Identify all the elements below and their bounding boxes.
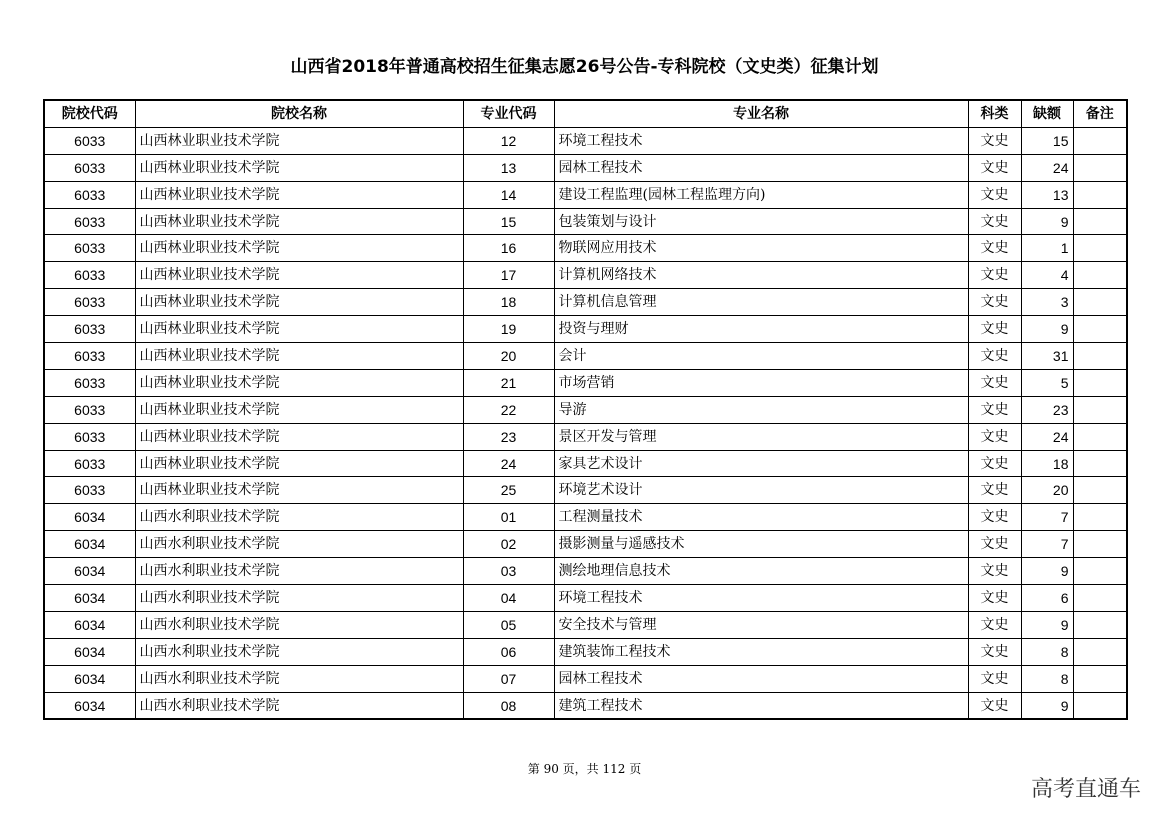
remark-cell — [1073, 692, 1127, 719]
remark-cell — [1073, 638, 1127, 665]
major-code-cell: 15 — [463, 208, 554, 235]
category-cell: 文史 — [968, 369, 1021, 396]
school-code-cell: 6033 — [44, 208, 135, 235]
school-name-cell: 山西林业职业技术学院 — [135, 316, 463, 343]
school-name-cell: 山西水利职业技术学院 — [135, 692, 463, 719]
school-code-cell: 6033 — [44, 423, 135, 450]
header-major-name: 专业名称 — [554, 100, 968, 127]
category-cell: 文史 — [968, 289, 1021, 316]
school-name-cell: 山西林业职业技术学院 — [135, 154, 463, 181]
vacancy-cell: 24 — [1021, 423, 1073, 450]
vacancy-cell: 9 — [1021, 611, 1073, 638]
category-cell: 文史 — [968, 262, 1021, 289]
category-cell: 文史 — [968, 127, 1021, 154]
major-code-cell: 02 — [463, 531, 554, 558]
school-code-cell: 6034 — [44, 692, 135, 719]
school-code-cell: 6033 — [44, 477, 135, 504]
vacancy-cell: 7 — [1021, 504, 1073, 531]
category-cell: 文史 — [968, 638, 1021, 665]
major-code-cell: 04 — [463, 585, 554, 612]
school-name-cell: 山西水利职业技术学院 — [135, 585, 463, 612]
major-code-cell: 12 — [463, 127, 554, 154]
table-row — [44, 343, 1127, 370]
major-name-cell: 工程测量技术 — [554, 504, 968, 531]
major-code-cell: 25 — [463, 477, 554, 504]
category-cell: 文史 — [968, 235, 1021, 262]
category-cell: 文史 — [968, 181, 1021, 208]
vacancy-cell: 15 — [1021, 127, 1073, 154]
school-name-cell: 山西水利职业技术学院 — [135, 531, 463, 558]
major-name-cell: 景区开发与管理 — [554, 423, 968, 450]
major-name-cell: 园林工程技术 — [554, 154, 968, 181]
table-row — [44, 450, 1127, 477]
major-code-cell: 14 — [463, 181, 554, 208]
remark-cell — [1073, 343, 1127, 370]
table-row — [44, 585, 1127, 612]
school-code-cell: 6033 — [44, 181, 135, 208]
major-name-cell: 会计 — [554, 343, 968, 370]
major-code-cell: 17 — [463, 262, 554, 289]
header-remark: 备注 — [1073, 100, 1127, 127]
major-code-cell: 23 — [463, 423, 554, 450]
school-code-cell: 6033 — [44, 369, 135, 396]
major-code-cell: 16 — [463, 235, 554, 262]
table-body — [44, 127, 1127, 719]
remark-cell — [1073, 611, 1127, 638]
table-row — [44, 396, 1127, 423]
vacancy-cell: 3 — [1021, 289, 1073, 316]
school-name-cell: 山西林业职业技术学院 — [135, 127, 463, 154]
major-name-cell: 包装策划与设计 — [554, 208, 968, 235]
school-code-cell: 6033 — [44, 316, 135, 343]
vacancy-cell: 7 — [1021, 531, 1073, 558]
remark-cell — [1073, 504, 1127, 531]
remark-cell — [1073, 289, 1127, 316]
remark-cell — [1073, 423, 1127, 450]
remark-cell — [1073, 585, 1127, 612]
school-name-cell: 山西林业职业技术学院 — [135, 208, 463, 235]
vacancy-cell: 4 — [1021, 262, 1073, 289]
school-name-cell: 山西水利职业技术学院 — [135, 665, 463, 692]
major-name-cell: 建筑工程技术 — [554, 692, 968, 719]
category-cell: 文史 — [968, 208, 1021, 235]
table-row — [44, 477, 1127, 504]
school-code-cell: 6034 — [44, 531, 135, 558]
major-code-cell: 03 — [463, 558, 554, 585]
vacancy-cell: 1 — [1021, 235, 1073, 262]
school-name-cell: 山西林业职业技术学院 — [135, 369, 463, 396]
school-code-cell: 6033 — [44, 450, 135, 477]
school-code-cell: 6033 — [44, 262, 135, 289]
major-name-cell: 计算机信息管理 — [554, 289, 968, 316]
page-number-footer: 第 90 页，共 112 页 — [527, 762, 642, 776]
vacancy-cell: 20 — [1021, 477, 1073, 504]
remark-cell — [1073, 396, 1127, 423]
vacancy-cell: 9 — [1021, 692, 1073, 719]
major-name-cell: 市场营销 — [554, 369, 968, 396]
vacancy-cell: 9 — [1021, 316, 1073, 343]
vacancy-cell: 8 — [1021, 665, 1073, 692]
header-vacancy: 缺额 — [1021, 100, 1073, 127]
major-code-cell: 19 — [463, 316, 554, 343]
major-name-cell: 导游 — [554, 396, 968, 423]
major-name-cell: 计算机网络技术 — [554, 262, 968, 289]
category-cell: 文史 — [968, 154, 1021, 181]
category-cell: 文史 — [968, 316, 1021, 343]
school-code-cell: 6033 — [44, 396, 135, 423]
remark-cell — [1073, 181, 1127, 208]
school-name-cell: 山西水利职业技术学院 — [135, 611, 463, 638]
category-cell: 文史 — [968, 477, 1021, 504]
header-school-name: 院校名称 — [135, 100, 463, 127]
major-code-cell: 13 — [463, 154, 554, 181]
table-row — [44, 611, 1127, 638]
school-name-cell: 山西水利职业技术学院 — [135, 638, 463, 665]
school-code-cell: 6034 — [44, 585, 135, 612]
school-code-cell: 6034 — [44, 611, 135, 638]
remark-cell — [1073, 369, 1127, 396]
major-code-cell: 05 — [463, 611, 554, 638]
table-row — [44, 531, 1127, 558]
major-code-cell: 20 — [463, 343, 554, 370]
category-cell: 文史 — [968, 504, 1021, 531]
header-school-code: 院校代码 — [44, 100, 135, 127]
school-name-cell: 山西林业职业技术学院 — [135, 450, 463, 477]
watermark-logo: 高考直通车 — [1030, 777, 1141, 802]
vacancy-cell: 18 — [1021, 450, 1073, 477]
table-row — [44, 558, 1127, 585]
vacancy-cell: 23 — [1021, 396, 1073, 423]
category-cell: 文史 — [968, 531, 1021, 558]
category-cell: 文史 — [968, 665, 1021, 692]
school-code-cell: 6034 — [44, 665, 135, 692]
school-name-cell: 山西林业职业技术学院 — [135, 396, 463, 423]
major-name-cell: 安全技术与管理 — [554, 611, 968, 638]
major-code-cell: 22 — [463, 396, 554, 423]
school-code-cell: 6033 — [44, 343, 135, 370]
table-row — [44, 665, 1127, 692]
category-cell: 文史 — [968, 692, 1021, 719]
table-row — [44, 504, 1127, 531]
school-name-cell: 山西林业职业技术学院 — [135, 235, 463, 262]
major-code-cell: 01 — [463, 504, 554, 531]
category-cell: 文史 — [968, 611, 1021, 638]
major-name-cell: 物联网应用技术 — [554, 235, 968, 262]
major-code-cell: 18 — [463, 289, 554, 316]
major-name-cell: 投资与理财 — [554, 316, 968, 343]
school-code-cell: 6034 — [44, 558, 135, 585]
table-row — [44, 262, 1127, 289]
table-row — [44, 181, 1127, 208]
school-code-cell: 6033 — [44, 127, 135, 154]
major-name-cell: 环境艺术设计 — [554, 477, 968, 504]
remark-cell — [1073, 262, 1127, 289]
table-row — [44, 316, 1127, 343]
school-code-cell: 6034 — [44, 638, 135, 665]
admission-plan-table — [43, 99, 1128, 720]
school-name-cell: 山西林业职业技术学院 — [135, 181, 463, 208]
school-name-cell: 山西林业职业技术学院 — [135, 289, 463, 316]
remark-cell — [1073, 665, 1127, 692]
major-name-cell: 测绘地理信息技术 — [554, 558, 968, 585]
page-title: 山西省2018年普通高校招生征集志愿26号公告-专科院校（文史类）征集计划 — [290, 57, 879, 77]
school-name-cell: 山西水利职业技术学院 — [135, 558, 463, 585]
vacancy-cell: 31 — [1021, 343, 1073, 370]
school-code-cell: 6033 — [44, 235, 135, 262]
major-code-cell: 08 — [463, 692, 554, 719]
major-name-cell: 环境工程技术 — [554, 585, 968, 612]
school-name-cell: 山西林业职业技术学院 — [135, 423, 463, 450]
category-cell: 文史 — [968, 450, 1021, 477]
category-cell: 文史 — [968, 343, 1021, 370]
major-code-cell: 06 — [463, 638, 554, 665]
remark-cell — [1073, 154, 1127, 181]
school-code-cell: 6034 — [44, 504, 135, 531]
category-cell: 文史 — [968, 558, 1021, 585]
major-name-cell: 环境工程技术 — [554, 127, 968, 154]
table-row — [44, 423, 1127, 450]
school-name-cell: 山西水利职业技术学院 — [135, 504, 463, 531]
school-name-cell: 山西林业职业技术学院 — [135, 262, 463, 289]
table-header-row — [44, 100, 1127, 127]
table-row — [44, 208, 1127, 235]
table-row — [44, 289, 1127, 316]
table-row — [44, 369, 1127, 396]
remark-cell — [1073, 531, 1127, 558]
school-name-cell: 山西林业职业技术学院 — [135, 343, 463, 370]
vacancy-cell: 8 — [1021, 638, 1073, 665]
major-name-cell: 家具艺术设计 — [554, 450, 968, 477]
header-category: 科类 — [968, 100, 1021, 127]
vacancy-cell: 9 — [1021, 208, 1073, 235]
table-row — [44, 692, 1127, 719]
remark-cell — [1073, 316, 1127, 343]
major-name-cell: 园林工程技术 — [554, 665, 968, 692]
major-name-cell: 建设工程监理(园林工程监理方向) — [554, 181, 968, 208]
school-code-cell: 6033 — [44, 154, 135, 181]
major-code-cell: 21 — [463, 369, 554, 396]
vacancy-cell: 6 — [1021, 585, 1073, 612]
major-code-cell: 24 — [463, 450, 554, 477]
category-cell: 文史 — [968, 585, 1021, 612]
major-name-cell: 摄影测量与遥感技术 — [554, 531, 968, 558]
table-row — [44, 127, 1127, 154]
remark-cell — [1073, 450, 1127, 477]
vacancy-cell: 9 — [1021, 558, 1073, 585]
table-row — [44, 154, 1127, 181]
major-code-cell: 07 — [463, 665, 554, 692]
remark-cell — [1073, 208, 1127, 235]
school-code-cell: 6033 — [44, 289, 135, 316]
remark-cell — [1073, 235, 1127, 262]
remark-cell — [1073, 558, 1127, 585]
school-name-cell: 山西林业职业技术学院 — [135, 477, 463, 504]
remark-cell — [1073, 127, 1127, 154]
vacancy-cell: 5 — [1021, 369, 1073, 396]
vacancy-cell: 13 — [1021, 181, 1073, 208]
vacancy-cell: 24 — [1021, 154, 1073, 181]
header-major-code: 专业代码 — [463, 100, 554, 127]
category-cell: 文史 — [968, 423, 1021, 450]
major-name-cell: 建筑装饰工程技术 — [554, 638, 968, 665]
remark-cell — [1073, 477, 1127, 504]
table-row — [44, 638, 1127, 665]
table-row — [44, 235, 1127, 262]
category-cell: 文史 — [968, 396, 1021, 423]
